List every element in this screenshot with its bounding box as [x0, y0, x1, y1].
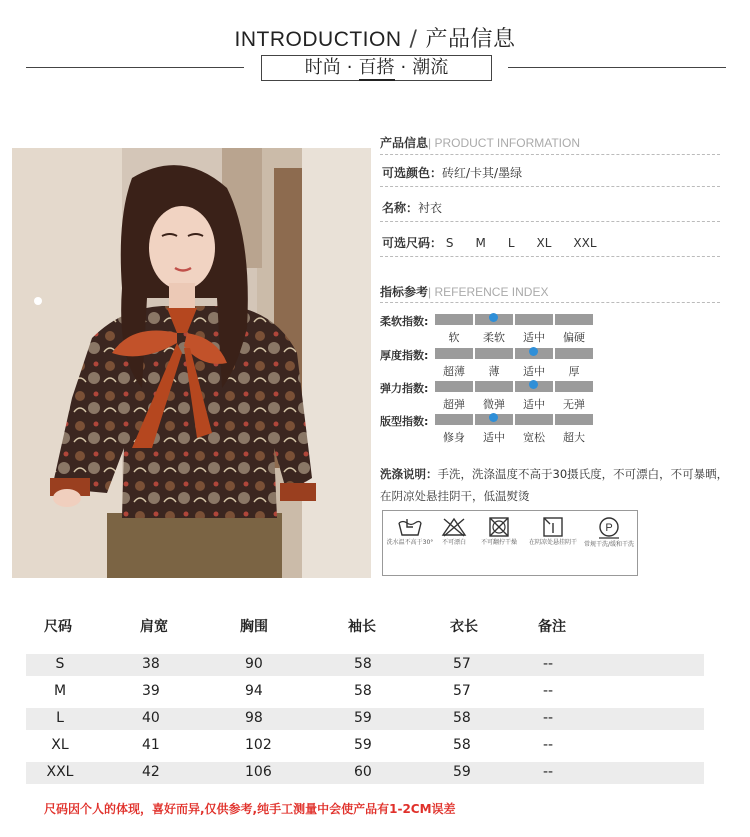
index-label: 厚度指数: [380, 349, 429, 362]
tagline-box: 时尚 · 百搭 · 潮流 [261, 55, 492, 81]
size-note: 尺码因个人的体现，喜好而异,仅供参考,纯手工测量中会使产品有1-2CM误差 [44, 802, 456, 816]
divider [380, 154, 720, 155]
no-bleach-icon [441, 517, 467, 537]
index-bar-segment [435, 348, 473, 359]
care-item: 不可漂白 [435, 511, 473, 575]
size-option: L [507, 236, 515, 250]
index-option: 微弹 [483, 398, 505, 411]
index-option: 适中 [523, 365, 545, 378]
product-info-heading: 产品信息| PRODUCT INFORMATION [380, 136, 581, 150]
care-icons-box [382, 510, 638, 576]
table-cell: 57 [453, 683, 471, 699]
svg-text:P: P [605, 522, 613, 534]
index-option: 宽松 [523, 431, 545, 444]
name-row: 名称：衬衣 [382, 201, 443, 215]
table-cell: 40 [142, 710, 160, 726]
washing-instructions-line2: 在阴凉处悬挂阴干，低温熨烫 [380, 489, 530, 503]
tag-versatile: 百搭 [359, 57, 395, 81]
index-bar-segment [475, 348, 513, 359]
table-header-cell: 尺码 [44, 619, 72, 635]
index-option: 适中 [523, 331, 545, 344]
care-item: 在阴凉处悬挂阴干 [525, 511, 581, 575]
tag-fashion: 时尚 [304, 57, 341, 78]
index-bar-segment [475, 381, 513, 392]
table-header-cell: 袖长 [348, 619, 376, 635]
index-option: 偏硬 [563, 331, 585, 344]
index-indicator-dot [489, 413, 498, 422]
reference-heading: 指标参考| REFERENCE INDEX [380, 285, 549, 299]
index-bar-segment [555, 314, 593, 325]
table-cell: 59 [354, 710, 372, 726]
divider [380, 256, 720, 257]
table-header-cell: 衣长 [450, 619, 478, 635]
index-option: 超大 [563, 431, 585, 444]
index-option: 无弹 [563, 398, 585, 411]
index-option: 超弹 [443, 398, 465, 411]
table-cell: -- [543, 764, 554, 780]
washing-instructions: 洗涤说明：手洗，洗涤温度不高于30摄氏度，不可漂白，不可暴晒， [380, 467, 729, 481]
index-bar-segment [435, 381, 473, 392]
index-option: 适中 [483, 431, 505, 444]
table-cell: XL [51, 737, 69, 753]
index-option: 薄 [488, 365, 500, 378]
divider [380, 221, 720, 222]
table-cell: S [55, 656, 65, 672]
index-bar-segment [435, 414, 473, 425]
index-indicator-dot [529, 347, 538, 356]
color-value: 砖红/卡其/墨绿 [442, 166, 523, 180]
table-cell: 58 [453, 737, 471, 753]
table-cell: 59 [453, 764, 471, 780]
table-cell: -- [543, 710, 554, 726]
table-cell: -- [543, 656, 554, 672]
index-bar-segment [555, 381, 593, 392]
table-cell: 106 [245, 764, 272, 780]
hand-wash-icon [397, 517, 423, 537]
table-cell: 94 [245, 683, 263, 699]
table-header-cell: 肩宽 [140, 619, 168, 635]
size-option: XXL [573, 236, 597, 250]
size-option: XL [536, 236, 552, 250]
table-cell: 58 [354, 656, 372, 672]
page-title [0, 22, 750, 53]
table-cell: L [56, 710, 64, 726]
model-illustration [12, 148, 371, 578]
index-option: 软 [448, 331, 460, 344]
index-bar-segment [515, 314, 553, 325]
table-cell: M [53, 683, 67, 699]
index-option: 超薄 [443, 365, 465, 378]
index-indicator-dot [489, 313, 498, 322]
color-row: 可选颜色：砖红/卡其/墨绿 [382, 166, 523, 180]
index-bar-segment [435, 314, 473, 325]
table-cell: 38 [142, 656, 160, 672]
index-bar-segment [555, 414, 593, 425]
table-cell: -- [543, 683, 554, 699]
title-en: INTRODUCTION [234, 28, 402, 51]
care-item: 洗水温不高于30° [385, 511, 435, 575]
divider [380, 302, 720, 303]
index-label: 柔软指数: [380, 315, 429, 328]
dry-clean-icon [596, 517, 622, 539]
care-item: P 常规干洗/缓和干洗 [581, 511, 637, 575]
index-label: 弹力指数: [380, 382, 429, 395]
size-options-row: 可选尺码： S M L XL XXL [382, 236, 597, 250]
size-option: S [445, 236, 454, 250]
index-option: 适中 [523, 398, 545, 411]
table-cell: 98 [245, 710, 263, 726]
table-cell: 39 [142, 683, 160, 699]
table-cell: 102 [245, 737, 272, 753]
table-cell: 57 [453, 656, 471, 672]
index-option: 厚 [568, 365, 580, 378]
title-separator: / [409, 27, 418, 52]
shade-dry-icon [540, 517, 566, 537]
table-cell: 60 [354, 764, 372, 780]
divider [380, 186, 720, 187]
title-cn: 产品信息 [425, 27, 516, 52]
table-cell: 58 [354, 683, 372, 699]
table-cell: 90 [245, 656, 263, 672]
tag-trendy: 潮流 [412, 57, 449, 78]
header-rule-left [26, 67, 244, 68]
table-header-cell: 备注 [538, 619, 566, 635]
index-option: 修身 [443, 431, 465, 444]
table-cell: 59 [354, 737, 372, 753]
index-label: 版型指数: [380, 415, 429, 428]
table-cell: 41 [142, 737, 160, 753]
table-cell: 58 [453, 710, 471, 726]
table-cell: XXL [46, 764, 74, 780]
size-option: M [475, 236, 486, 250]
table-cell: -- [543, 737, 554, 753]
name-value: 衬衣 [418, 201, 443, 215]
index-bar-segment [555, 348, 593, 359]
no-tumble-dry-icon [486, 517, 512, 537]
index-indicator-dot [529, 380, 538, 389]
header-rule-right [508, 67, 726, 68]
table-cell: 42 [142, 764, 160, 780]
product-photo [12, 148, 371, 578]
index-bar-segment [515, 414, 553, 425]
care-item: 不可翻拧干燥 [473, 511, 525, 575]
index-option: 柔软 [483, 331, 505, 344]
table-header-cell: 胸围 [240, 619, 268, 635]
